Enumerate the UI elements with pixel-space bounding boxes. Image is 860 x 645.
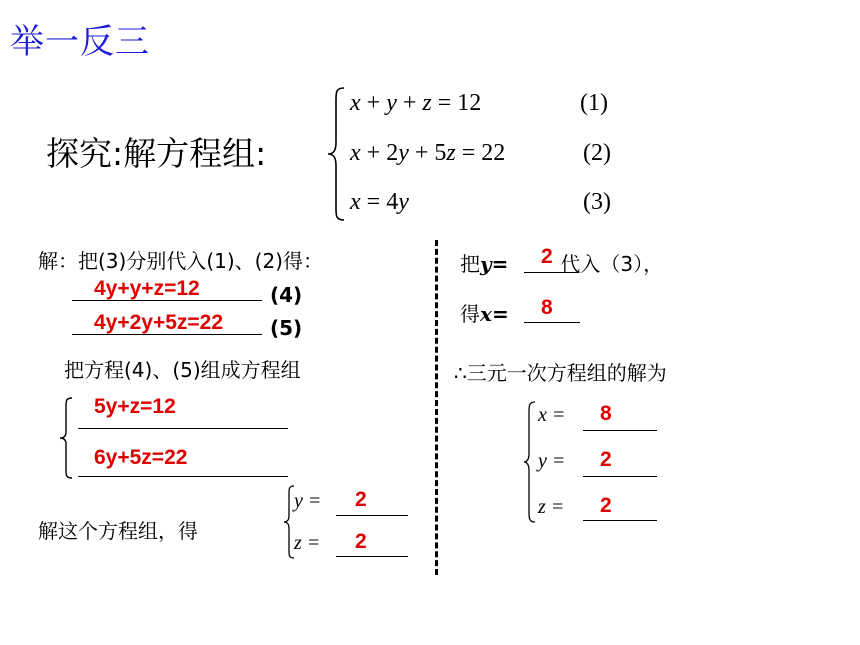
final-brace-icon [522,400,538,524]
substitute-value: 2 [541,245,553,268]
eq5-tag: (5) [270,316,303,340]
equation-tag-2: (2) [583,140,611,166]
left-y-value: 2 [355,488,367,511]
eq4-answer: 4y+y+z=12 [94,277,200,300]
get-x-line: 得x= [460,302,509,326]
final-x-blank [583,430,657,431]
final-x-value: 8 [600,402,612,425]
final-z-label: z = [538,496,565,518]
system-equation-1: x + y + z = 12 [350,90,482,116]
subsystem-line-1 [78,428,288,429]
system-equation-2: x + 2y + 5z = 22 [350,140,506,166]
subsystem-line-2 [78,476,288,477]
column-separator [435,240,438,575]
final-x-label: x = [538,404,566,426]
substitute-line: 把y= 代入（3）， [460,252,664,276]
solve-instruction: 解这个方程组，得 [38,519,198,543]
final-z-blank [583,520,657,521]
combine-instruction: 把方程(4)、(5)组成方程组 [64,358,301,382]
subsystem-brace-icon [58,396,76,480]
subsystem-eq-2: 6y+5z=22 [94,446,188,469]
explore-heading: 探究:解方程组: [46,134,267,173]
system-equation-3: x = 4y [350,189,409,215]
substitute-blank [524,272,578,273]
final-y-blank [583,476,657,477]
left-z-value: 2 [355,530,367,553]
get-x-blank [524,322,580,323]
final-z-value: 2 [600,494,612,517]
final-y-value: 2 [600,448,612,471]
eq4-tag: (4) [270,283,303,307]
therefore-statement: ∴三元一次方程组的解为 [454,361,667,385]
equation-tag-1: (1) [580,90,608,116]
page-title: 举一反三 [10,22,150,62]
get-x-value: 8 [541,296,553,319]
solution-intro: 解：把(3)分别代入(1)、(2)得： [38,249,323,273]
left-y-blank [336,515,408,516]
system-brace-icon [326,86,348,222]
equation-tag-3: (3) [583,189,611,215]
left-y-label: y = [294,490,322,512]
eq5-answer: 4y+2y+5z=22 [94,311,224,334]
left-z-blank [336,556,408,557]
left-z-label: z = [294,532,321,554]
subsystem-eq-1: 5y+z=12 [94,395,176,418]
final-y-label: y = [538,450,566,472]
